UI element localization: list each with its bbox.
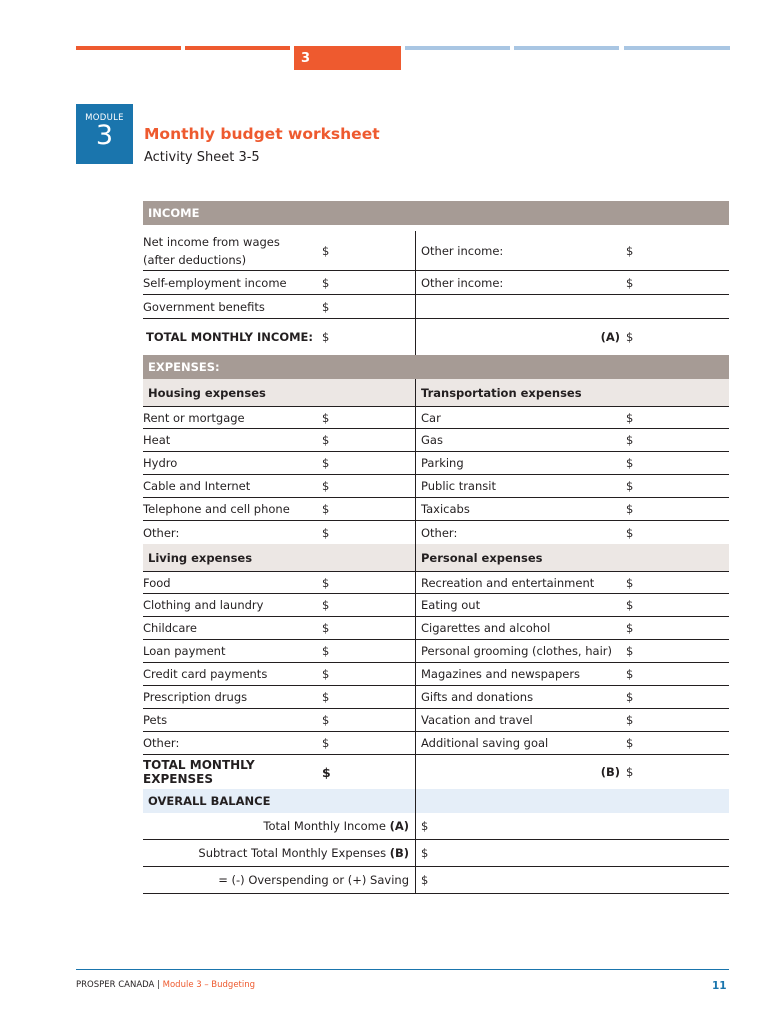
expense-label: Car [421, 410, 441, 425]
empty-cell [416, 295, 626, 318]
expense-label: Other: [143, 736, 180, 750]
expense-amount-field[interactable]: $ [322, 594, 416, 616]
expense-amount-field[interactable]: $ [626, 713, 634, 727]
other-income-label: Other income: [421, 275, 504, 290]
expense-row [143, 521, 729, 544]
expense-amount-field[interactable]: $ [626, 525, 634, 540]
chapter-tab: 3 [294, 46, 401, 70]
expense-amount-field[interactable]: $ [322, 572, 416, 593]
other-income-label: Other income: [421, 243, 504, 258]
expense-label: Other: [143, 525, 180, 540]
balance-label-text: Subtract Total Monthly Expenses [198, 846, 387, 860]
module-badge [76, 104, 133, 164]
balance-amount-field[interactable]: $ [421, 873, 429, 887]
total-expenses-code-amount-field[interactable]: $ [626, 765, 634, 779]
balance-label [143, 813, 416, 839]
expense-label: Public transit [421, 479, 496, 493]
top-bar-segment-4 [514, 46, 619, 50]
other-income-amount-field[interactable]: $ [626, 243, 634, 258]
expense-row [143, 594, 729, 617]
expense-label: Rent or mortgage [143, 410, 245, 425]
module-number: 3 [95, 120, 114, 151]
income-amount-field[interactable]: $ [322, 231, 416, 270]
footer-text [76, 980, 255, 990]
section-header-row [143, 544, 729, 571]
balance-amount-field[interactable]: $ [421, 819, 429, 833]
expense-label: Loan payment [143, 644, 226, 658]
total-income-code: (A) [600, 330, 620, 344]
total-expenses-amount-field[interactable]: $ [322, 755, 416, 789]
expense-block-2 [143, 571, 729, 755]
expense-amount-field[interactable]: $ [322, 452, 416, 474]
expense-label: Heat [143, 433, 171, 447]
expense-amount-field[interactable]: $ [626, 433, 634, 447]
transportation-expenses-heading: Transportation expenses [421, 385, 582, 400]
expenses-band [143, 355, 729, 379]
expense-amount-field[interactable]: $ [626, 575, 634, 590]
balance-label [143, 840, 416, 866]
expense-amount-field[interactable]: $ [626, 479, 634, 493]
balance-amount-field[interactable]: $ [421, 846, 429, 860]
expense-row [143, 429, 729, 452]
expense-label: Taxicabs [421, 502, 470, 516]
expense-amount-field[interactable]: $ [322, 521, 416, 544]
total-expenses-label: TOTAL MONTHLY EXPENSES [143, 758, 255, 786]
total-income-code-amount-field[interactable]: $ [626, 330, 634, 344]
income-label: Government benefits [143, 299, 265, 314]
top-bar-segment-2 [185, 46, 290, 50]
footer-module: Module 3 – Budgeting [162, 980, 256, 990]
expense-amount-field[interactable]: $ [322, 640, 416, 662]
total-expenses-row [143, 755, 729, 789]
footer-org: PROSPER CANADA [76, 980, 155, 990]
expense-amount-field[interactable]: $ [322, 407, 416, 428]
expense-amount-field[interactable]: $ [626, 644, 634, 658]
expense-amount-field[interactable]: $ [322, 429, 416, 451]
overall-balance-title: OVERALL BALANCE [143, 789, 416, 813]
other-income-amount-field[interactable]: $ [626, 275, 634, 290]
expense-amount-field[interactable]: $ [626, 502, 634, 516]
income-label: Net income from wages (after deductions) [143, 234, 280, 267]
expense-amount-field[interactable]: $ [322, 686, 416, 708]
housing-expenses-heading: Housing expenses [143, 379, 416, 406]
expense-row [143, 571, 729, 594]
income-amount-field[interactable]: $ [322, 295, 416, 318]
expense-amount-field[interactable]: $ [322, 475, 416, 497]
expense-row [143, 617, 729, 640]
expense-label: Gifts and donations [421, 690, 534, 704]
balance-label-text: = (-) Overspending or (+) Saving [218, 873, 409, 887]
top-bar-segment-3 [405, 46, 510, 50]
expense-amount-field[interactable]: $ [626, 456, 634, 470]
income-label: Self-employment income [143, 275, 287, 290]
section-header-row [143, 379, 729, 406]
income-band-label: INCOME [148, 206, 200, 220]
total-income-label: TOTAL MONTHLY INCOME: [146, 330, 314, 344]
expense-label: Clothing and laundry [143, 598, 264, 612]
expense-label: Cigarettes and alcohol [421, 621, 551, 635]
total-income-row [143, 319, 729, 355]
balance-label [143, 867, 416, 893]
expense-label: Hydro [143, 456, 178, 470]
expense-block-1 [143, 406, 729, 544]
balance-code: (A) [389, 819, 409, 833]
expense-row [143, 686, 729, 709]
expense-amount-field[interactable]: $ [626, 621, 634, 635]
expense-row [143, 663, 729, 686]
expense-label: Food [143, 575, 171, 590]
expense-label: Childcare [143, 621, 197, 635]
expense-row [143, 709, 729, 732]
page-subtitle: Activity Sheet 3-5 [144, 150, 260, 165]
expense-amount-field[interactable]: $ [626, 667, 634, 681]
overall-balance-header [143, 789, 729, 813]
expense-label: Magazines and newspapers [421, 667, 581, 681]
income-row [143, 295, 729, 319]
footer-separator: | [157, 980, 160, 990]
expense-label: Credit card payments [143, 667, 268, 681]
expense-amount-field[interactable]: $ [322, 709, 416, 731]
page-title: Monthly budget worksheet [144, 125, 380, 143]
overall-balance-blank [416, 789, 729, 813]
expense-label: Additional saving goal [421, 736, 549, 750]
expenses-band-label: EXPENSES: [148, 360, 220, 374]
expense-amount-field[interactable]: $ [322, 663, 416, 685]
expense-amount-field[interactable]: $ [322, 498, 416, 520]
expense-row [143, 452, 729, 475]
living-expenses-heading: Living expenses [143, 544, 416, 571]
total-expenses-code: (B) [600, 765, 620, 779]
total-income-amount-field[interactable]: $ [322, 319, 416, 355]
expense-amount-field[interactable]: $ [322, 617, 416, 639]
top-bar-segment-1 [76, 46, 181, 50]
top-bar-segment-5 [624, 46, 730, 50]
expense-label: Other: [421, 525, 458, 540]
page-number: 11 [712, 980, 727, 992]
footer-rule [76, 969, 729, 970]
expense-amount-field[interactable]: $ [626, 598, 634, 612]
module-label: MODULE [85, 113, 124, 123]
expense-row [143, 498, 729, 521]
expense-label: Gas [421, 433, 443, 447]
expense-label: Cable and Internet [143, 479, 251, 493]
income-row [143, 231, 729, 271]
expense-label: Eating out [421, 598, 481, 612]
income-amount-field[interactable]: $ [322, 271, 416, 294]
expense-row [143, 640, 729, 663]
expense-label: Telephone and cell phone [143, 502, 290, 516]
personal-expenses-heading: Personal expenses [421, 550, 543, 565]
expense-row [143, 475, 729, 498]
expense-label: Pets [143, 713, 168, 727]
expense-label: Vacation and travel [421, 713, 533, 727]
expense-row [143, 732, 729, 755]
balance-row [143, 813, 729, 840]
income-row [143, 271, 729, 295]
expense-amount-field[interactable]: $ [626, 690, 634, 704]
balance-label-text: Total Monthly Income [263, 819, 386, 833]
expense-label: Recreation and entertainment [421, 575, 595, 590]
balance-code: (B) [389, 846, 409, 860]
income-band [143, 201, 729, 225]
balance-row [143, 840, 729, 867]
expense-amount-field[interactable]: $ [322, 732, 416, 754]
expense-amount-field[interactable]: $ [626, 736, 634, 750]
balance-row [143, 867, 729, 894]
empty-cell [626, 295, 729, 318]
expense-amount-field[interactable]: $ [626, 410, 634, 425]
expense-label: Prescription drugs [143, 690, 248, 704]
budget-worksheet [143, 201, 729, 894]
expense-label: Parking [421, 456, 464, 470]
expense-row [143, 406, 729, 429]
expense-label: Personal grooming (clothes, hair) [421, 644, 612, 658]
